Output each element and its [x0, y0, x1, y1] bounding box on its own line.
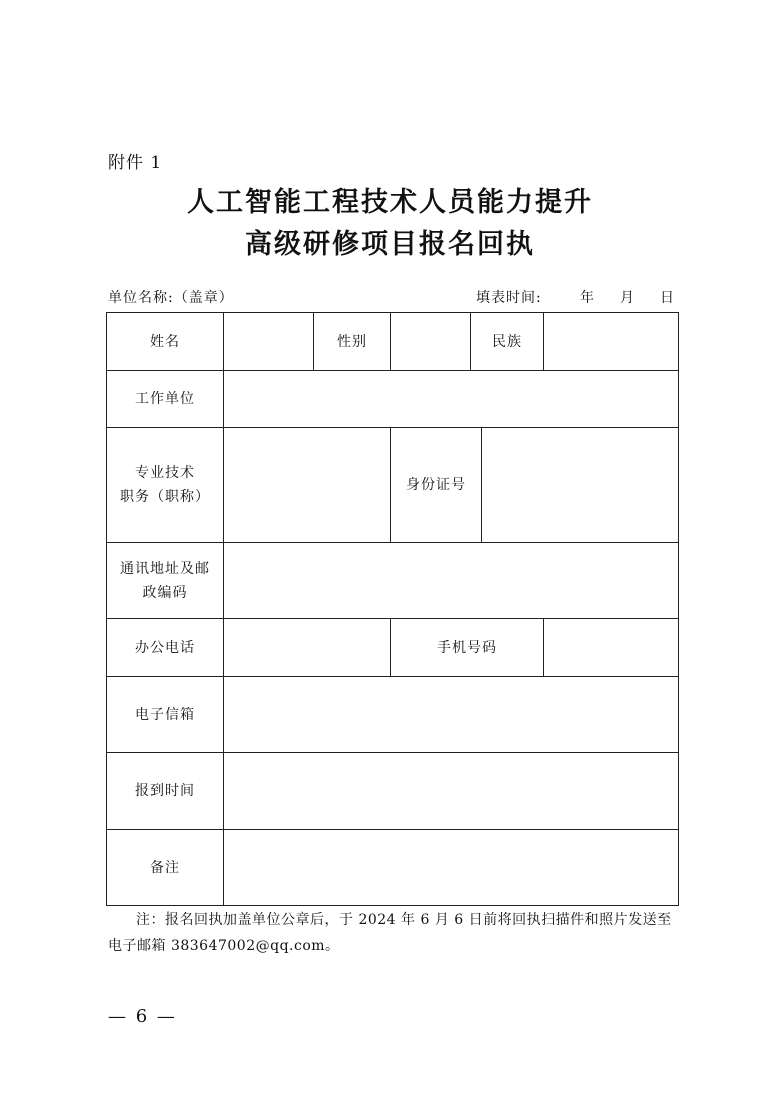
professional-title-line1: 专业技术 — [135, 465, 195, 481]
work-unit-label: 工作单位 — [107, 371, 224, 428]
unit-name-label: 单位名称:（盖章） — [108, 290, 234, 306]
day-label: 日 — [660, 290, 674, 306]
email-label: 电子信箱 — [107, 677, 224, 753]
email-cell[interactable] — [224, 677, 679, 753]
mobile-label: 手机号码 — [391, 619, 544, 677]
office-phone-label: 办公电话 — [107, 619, 224, 677]
document-title-line1: 人工智能工程技术人员能力提升 — [187, 187, 593, 218]
year-label: 年 — [580, 290, 594, 306]
month-label: 月 — [620, 290, 634, 306]
address-cell[interactable] — [224, 543, 679, 619]
id-number-cell[interactable] — [482, 428, 679, 543]
name-label: 姓名 — [107, 313, 224, 371]
professional-title-cell[interactable] — [224, 428, 391, 543]
professional-title-line2: 职务（职称） — [120, 489, 210, 505]
registration-form-table — [106, 312, 679, 906]
address-label-line1: 通讯地址及邮 — [120, 560, 210, 577]
remarks-cell[interactable] — [224, 830, 679, 906]
gender-label: 性别 — [314, 313, 391, 371]
mobile-cell[interactable] — [544, 619, 679, 677]
attachment-label: 附件 1 — [108, 153, 163, 173]
report-time-cell[interactable] — [224, 753, 679, 830]
work-unit-cell[interactable] — [224, 371, 679, 428]
note-text: 注：报名回执加盖单位公章后，于 2024 年 6 月 6 日前将回执扫描件和照片发送至电子邮箱 383647002@qq.com。 — [108, 912, 672, 954]
document-title-line2: 高级研修项目报名回执 — [245, 229, 535, 260]
page-number: — 6 — — [108, 1006, 177, 1027]
professional-title-label — [107, 428, 224, 543]
office-phone-cell[interactable] — [224, 619, 391, 677]
fill-time-label: 填表时间: — [476, 290, 542, 306]
ethnicity-cell[interactable] — [544, 313, 679, 371]
ethnicity-label: 民族 — [471, 313, 544, 371]
remarks-label: 备注 — [107, 830, 224, 906]
id-number-label: 身份证号 — [391, 428, 482, 543]
address-label — [107, 543, 224, 619]
report-time-label: 报到时间 — [107, 753, 224, 830]
gender-cell[interactable] — [391, 313, 471, 371]
name-cell[interactable] — [224, 313, 314, 371]
address-label-line2: 政编码 — [142, 584, 188, 601]
